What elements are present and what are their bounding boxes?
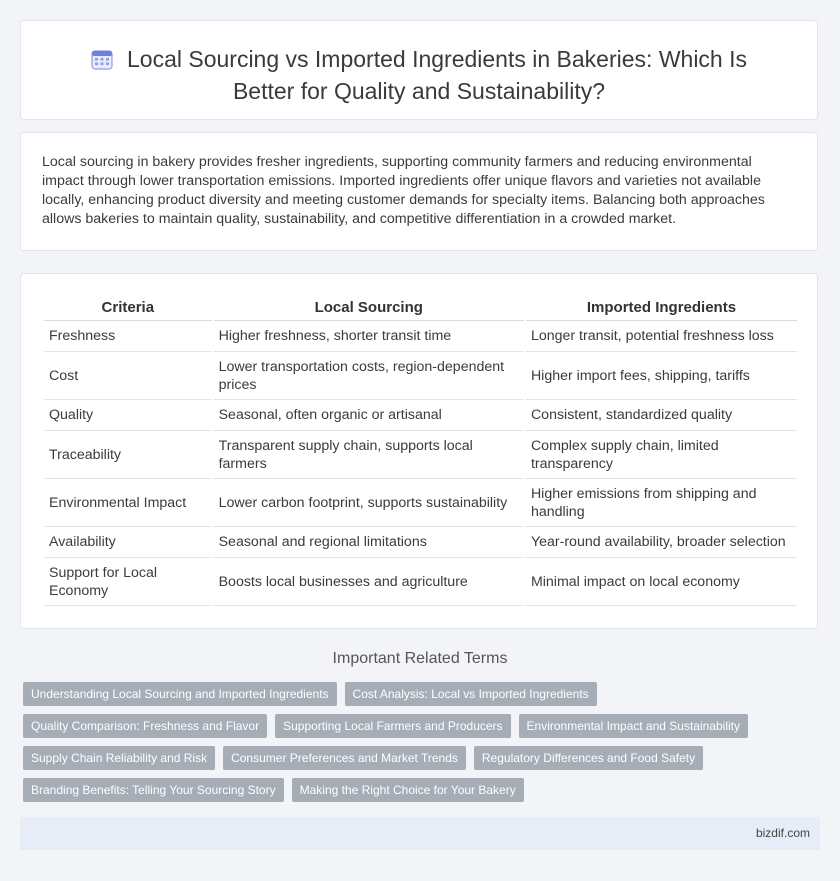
- criteria-cell: Traceability: [44, 431, 212, 479]
- criteria-cell: Environmental Impact: [44, 479, 212, 527]
- table-row: [44, 321, 797, 352]
- comparison-table: [42, 294, 799, 606]
- table-row: [44, 431, 797, 479]
- imported-cell: Consistent, standardized quality: [526, 400, 797, 431]
- criteria-cell: Freshness: [44, 321, 212, 352]
- criteria-cell: Support for Local Economy: [44, 558, 212, 606]
- criteria-cell: Quality: [44, 400, 212, 431]
- title-line-2: Better for Quality and Sustainability?: [232, 78, 606, 104]
- related-term-tag[interactable]: Regulatory Differences and Food Safety: [474, 746, 703, 770]
- table-row: [44, 400, 797, 431]
- imported-cell: Year-round availability, broader selection: [526, 527, 797, 558]
- table-row: [44, 558, 797, 606]
- imported-cell: Higher emissions from shipping and handling: [526, 479, 797, 527]
- imported-cell: Minimal impact on local economy: [526, 558, 797, 606]
- header-imported-ingredients: Imported Ingredients: [526, 294, 797, 321]
- related-term-tag[interactable]: Branding Benefits: Telling Your Sourcing Story: [23, 778, 284, 802]
- related-term-tag[interactable]: Cost Analysis: Local vs Imported Ingredients: [345, 682, 597, 706]
- footer-brand[interactable]: bizdif.com: [755, 826, 810, 840]
- table-row: [44, 352, 797, 400]
- title-card: [20, 20, 818, 120]
- criteria-cell: Availability: [44, 527, 212, 558]
- table-row: [44, 479, 797, 527]
- table-header-row: [44, 294, 797, 321]
- local-cell: Boosts local businesses and agriculture: [214, 558, 524, 606]
- local-cell: Seasonal, often organic or artisanal: [214, 400, 524, 431]
- footer-bar: [20, 817, 820, 850]
- imported-cell: Longer transit, potential freshness loss: [526, 321, 797, 352]
- related-term-tag[interactable]: Quality Comparison: Freshness and Flavor: [23, 714, 267, 738]
- local-cell: Seasonal and regional limitations: [214, 527, 524, 558]
- intro-card: [20, 132, 818, 251]
- related-term-tag[interactable]: Consumer Preferences and Market Trends: [223, 746, 466, 770]
- related-term-tag[interactable]: Supply Chain Reliability and Risk: [23, 746, 215, 770]
- related-term-tag[interactable]: Environmental Impact and Sustainability: [519, 714, 748, 738]
- calendar-icon: [91, 48, 113, 77]
- related-term-tag[interactable]: Making the Right Choice for Your Bakery: [292, 778, 524, 802]
- local-cell: Transparent supply chain, supports local farmers: [214, 431, 524, 479]
- header-criteria: Criteria: [44, 294, 212, 321]
- local-cell: Lower transportation costs, region-dependent prices: [214, 352, 524, 400]
- imported-cell: Higher import fees, shipping, tariffs: [526, 352, 797, 400]
- comparison-card: [20, 273, 818, 629]
- title-line-1: Local Sourcing vs Imported Ingredients in Bakeries: Which Is: [126, 46, 747, 72]
- related-term-tag[interactable]: Supporting Local Farmers and Producers: [275, 714, 510, 738]
- criteria-cell: Cost: [44, 352, 212, 400]
- table-row: [44, 527, 797, 558]
- page-title: [21, 45, 817, 106]
- intro-paragraph: Local sourcing in bakery provides fresher ingredients, supporting community farmers and reducing environmental impact through lower transportation emissions. Imported ingredients offer unique flavors and varieties not available locally, enhancing product diversity and meeting customer demands for specialty items. Balancing both approaches allows bakeries to maintain quality, sustainability, and competitive differentiation in a crowded market.: [42, 154, 765, 227]
- related-terms-list: [23, 682, 813, 802]
- local-cell: Lower carbon footprint, supports sustainability: [214, 479, 524, 527]
- local-cell: Higher freshness, shorter transit time: [214, 321, 524, 352]
- header-local-sourcing: Local Sourcing: [214, 294, 524, 321]
- imported-cell: Complex supply chain, limited transparency: [526, 431, 797, 479]
- related-term-tag[interactable]: Understanding Local Sourcing and Imported Ingredients: [23, 682, 337, 706]
- related-terms-heading: Important Related Terms: [332, 650, 508, 667]
